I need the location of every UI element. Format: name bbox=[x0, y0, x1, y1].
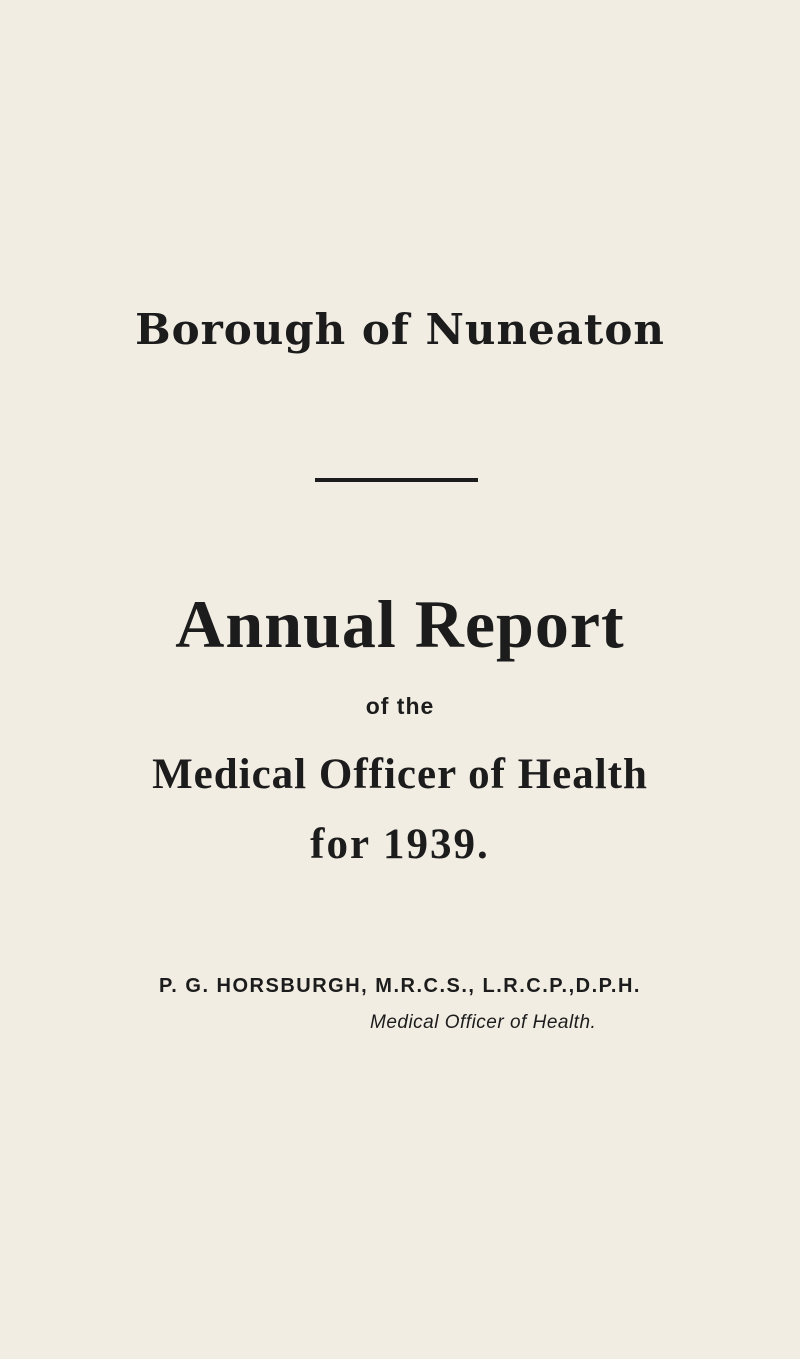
of-the-text: of the bbox=[365, 693, 435, 719]
author-title: Medical Officer of Health. bbox=[370, 1012, 597, 1033]
divider-rule bbox=[315, 478, 478, 482]
report-subtitle: Medical Officer of Health bbox=[152, 751, 648, 798]
author-name: P. G. HORSBURGH, M.R.C.S., L.R.C.P.,D.P.H. bbox=[159, 975, 641, 997]
report-year: for 1939. bbox=[310, 821, 490, 868]
report-title: Annual Report bbox=[175, 586, 625, 662]
borough-heading: Borough of Nuneaton bbox=[135, 305, 665, 354]
